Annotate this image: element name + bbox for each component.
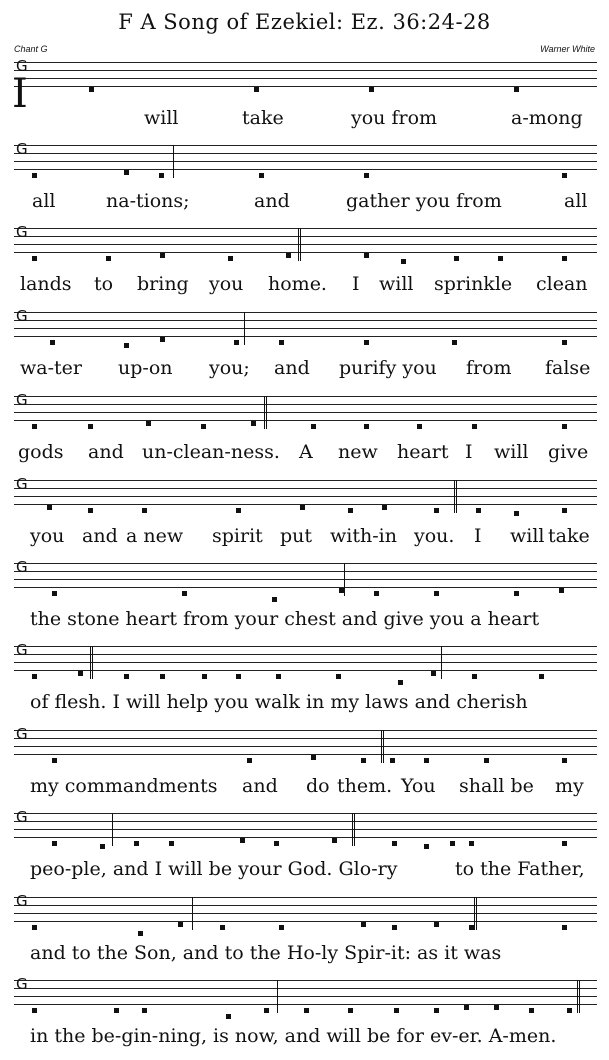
staff-line — [14, 153, 597, 154]
lyric-word: and — [274, 357, 310, 379]
note-head — [476, 508, 481, 513]
note-head — [424, 844, 429, 849]
note-head — [114, 1008, 119, 1013]
lyric-word: and — [88, 441, 124, 463]
barline — [344, 563, 345, 596]
staff-line — [14, 813, 597, 814]
barline — [456, 480, 457, 513]
clef-icon: G — [16, 892, 28, 910]
lyric-word: and to the Son, and to the Ho-ly Spir-it: as it was — [30, 942, 502, 964]
note-head — [472, 674, 477, 679]
barline — [264, 396, 265, 429]
staff-line — [14, 988, 597, 989]
note-head — [254, 87, 259, 92]
lyric-word: you from — [351, 107, 438, 129]
note-head — [464, 1005, 469, 1010]
lyric-word: I — [465, 441, 473, 463]
staff-line — [14, 996, 597, 997]
note-head — [398, 680, 403, 685]
staff — [14, 975, 597, 1022]
note-head — [348, 508, 353, 513]
note-head — [146, 421, 151, 426]
note-head — [134, 841, 139, 846]
staff-line — [14, 897, 597, 898]
note-head — [364, 253, 369, 258]
barline — [192, 897, 193, 930]
note-head — [311, 424, 316, 429]
lyric-word: to — [94, 273, 114, 295]
note-head — [138, 931, 143, 936]
note-head — [100, 844, 105, 849]
note-head — [251, 421, 256, 426]
lyric-word: wa-ter — [20, 357, 82, 379]
note-head — [364, 424, 369, 429]
note-head — [514, 591, 519, 596]
staff-line — [14, 412, 597, 413]
lyric-word: You — [401, 775, 436, 797]
music-system — [14, 307, 597, 392]
barline — [92, 646, 93, 679]
barline — [90, 646, 91, 679]
staff-line — [14, 312, 597, 313]
staff-line — [14, 488, 597, 489]
barline — [300, 228, 301, 261]
staff-line — [14, 579, 597, 580]
lyric-word: and — [82, 525, 118, 547]
note-head — [562, 256, 567, 261]
music-system — [14, 223, 597, 308]
note-head — [201, 424, 206, 429]
lyric-word: peo-ple, and I will be your God. Glo-ry — [30, 858, 398, 880]
note-head — [364, 340, 369, 345]
lyric-word: take — [548, 525, 590, 547]
barline — [352, 813, 353, 846]
note-head — [304, 1008, 309, 1013]
note-head — [106, 256, 111, 261]
note-head — [392, 841, 397, 846]
music-system — [14, 475, 597, 560]
barline — [441, 646, 442, 679]
note-head — [160, 337, 165, 342]
note-head — [240, 838, 245, 843]
lyric-word: take — [242, 107, 284, 129]
note-head — [562, 508, 567, 513]
note-head — [539, 674, 544, 679]
staff — [14, 558, 597, 605]
staff-line — [14, 504, 597, 505]
clef-icon: G — [16, 641, 28, 659]
note-head — [484, 758, 489, 763]
lyric-word: and — [242, 775, 278, 797]
staff-line — [14, 252, 597, 253]
note-head — [401, 259, 406, 264]
note-head — [159, 173, 164, 178]
barline — [577, 980, 578, 1013]
note-head — [78, 671, 83, 676]
lyric-word: lands — [20, 273, 72, 295]
music-system — [14, 975, 597, 1060]
staff-line — [14, 821, 597, 822]
note-head — [178, 922, 183, 927]
lyric-word: my commandments — [30, 775, 218, 797]
clef-icon: G — [16, 975, 28, 993]
clef-icon: G — [16, 307, 28, 325]
staff-line — [14, 320, 597, 321]
note-head — [264, 1008, 269, 1013]
staff-line — [14, 404, 597, 405]
lyric-word: a new — [126, 525, 184, 547]
lyric-word: will — [510, 525, 545, 547]
lyric-word: the stone heart from your chest and give you a heart — [30, 608, 540, 630]
lyric-word: and — [254, 190, 290, 212]
clef-icon: G — [16, 808, 28, 826]
composer-label: Warner White — [540, 44, 595, 54]
note-head — [32, 1008, 37, 1013]
note-head — [394, 1008, 399, 1013]
lyric-word: sprinkle — [434, 273, 513, 295]
barline — [354, 813, 355, 846]
lyric-word: them. — [337, 775, 393, 797]
staff-line — [14, 905, 597, 906]
staff-line — [14, 746, 597, 747]
note-head — [52, 591, 57, 596]
note-head — [32, 173, 37, 178]
note-head — [369, 87, 374, 92]
note-head — [259, 173, 264, 178]
staff-line — [14, 236, 597, 237]
note-head — [374, 591, 379, 596]
lyric-word: heart — [397, 441, 449, 463]
note-head — [562, 424, 567, 429]
initial-letter: I — [12, 71, 28, 117]
lyric-word: false — [545, 357, 591, 379]
music-system — [14, 808, 597, 893]
note-head — [562, 758, 567, 763]
staff-line — [14, 336, 597, 337]
note-head — [392, 925, 397, 930]
lyric-word: with-in — [330, 525, 397, 547]
barline — [298, 228, 299, 261]
lyric-word: in the be-gin-ning, is now, and will be for ev-er. A-men. — [30, 1025, 557, 1047]
lyric-word: home. — [268, 273, 327, 295]
note-head — [332, 838, 337, 843]
music-system — [14, 892, 597, 977]
clef-icon: G — [16, 223, 28, 241]
note-head — [160, 674, 165, 679]
note-head — [142, 1008, 147, 1013]
lyric-word: all — [32, 190, 56, 212]
music-system — [14, 641, 597, 726]
note-head — [472, 424, 477, 429]
note-head — [361, 922, 366, 927]
staff-line — [14, 62, 597, 63]
staff-line — [14, 228, 597, 229]
staff-line — [14, 244, 597, 245]
lyric-word: un-clean-ness. — [142, 441, 280, 463]
barline — [454, 480, 455, 513]
clef-icon: G — [16, 558, 28, 576]
note-head — [272, 597, 277, 602]
barline — [173, 145, 174, 178]
staff-line — [14, 563, 597, 564]
note-head — [434, 591, 439, 596]
lyric-word: put — [280, 525, 313, 547]
note-head — [494, 1005, 499, 1010]
barline — [244, 312, 245, 345]
staff — [14, 391, 597, 438]
note-head — [89, 87, 94, 92]
music-system — [14, 391, 597, 476]
note-head — [529, 1008, 534, 1013]
note-head — [434, 508, 439, 513]
note-head — [32, 925, 37, 930]
lyric-word: you — [209, 273, 244, 295]
note-head — [124, 170, 129, 175]
note-head — [514, 511, 519, 516]
lyric-word: my — [555, 775, 584, 797]
note-head — [300, 505, 305, 510]
note-head — [32, 424, 37, 429]
note-head — [274, 841, 279, 846]
note-head — [424, 758, 429, 763]
staff-line — [14, 646, 597, 647]
music-system — [14, 140, 597, 225]
note-head — [124, 343, 129, 348]
note-head — [202, 674, 207, 679]
note-head — [236, 508, 241, 513]
staff — [14, 140, 597, 187]
note-head — [562, 340, 567, 345]
staff-line — [14, 829, 597, 830]
staff-line — [14, 754, 597, 755]
note-head — [454, 256, 459, 261]
staff-line — [14, 145, 597, 146]
page-title: F A Song of Ezekiel: Ez. 36:24-28 — [118, 10, 491, 34]
lyric-word: I — [352, 273, 360, 295]
staff-line — [14, 921, 597, 922]
note-head — [382, 505, 387, 510]
note-head — [169, 841, 174, 846]
staff-line — [14, 86, 597, 87]
lyric-word: will — [494, 441, 529, 463]
lyric-word: gods — [18, 441, 64, 463]
note-head — [32, 674, 37, 679]
staff-line — [14, 78, 597, 79]
lyric-word: up-on — [118, 357, 173, 379]
staff — [14, 307, 597, 354]
staff — [14, 808, 597, 855]
clef-icon: G — [16, 140, 28, 158]
barline — [474, 897, 475, 930]
lyric-word: you. — [414, 525, 455, 547]
barline — [112, 813, 113, 846]
clef-icon: G — [16, 57, 28, 75]
note-head — [562, 925, 567, 930]
barline — [383, 730, 384, 763]
staff — [14, 892, 597, 939]
lyric-word: of flesh. I will help you walk in my laws and cherish — [30, 691, 528, 713]
note-head — [364, 173, 369, 178]
lyric-word: from — [466, 357, 512, 379]
lyric-word: you; — [209, 357, 250, 379]
staff — [14, 475, 597, 522]
lyric-word: do — [306, 775, 330, 797]
staff-line — [14, 837, 597, 838]
lyric-word: new — [338, 441, 378, 463]
music-system — [12, 57, 597, 142]
staff-line — [14, 169, 597, 170]
note-head — [434, 1008, 439, 1013]
chant-label: Chant G — [14, 44, 48, 54]
lyric-word: give — [548, 441, 589, 463]
note-head — [431, 671, 436, 676]
lyric-word: will — [379, 273, 414, 295]
staff-line — [14, 480, 597, 481]
staff — [14, 223, 597, 270]
note-head — [469, 841, 474, 846]
lyric-word: shall be — [459, 775, 534, 797]
lyric-word: clean — [536, 273, 588, 295]
note-head — [450, 841, 455, 846]
note-head — [88, 424, 93, 429]
note-head — [52, 758, 57, 763]
note-head — [348, 1008, 353, 1013]
note-head — [498, 256, 503, 261]
staff-line — [14, 738, 597, 739]
music-system — [14, 558, 597, 643]
note-head — [220, 925, 225, 930]
clef-icon: G — [16, 391, 28, 409]
note-head — [417, 424, 422, 429]
note-head — [160, 253, 165, 258]
staff — [12, 57, 597, 117]
staff-line — [14, 70, 597, 71]
lyric-word: gather you from — [346, 190, 502, 212]
music-system — [14, 725, 597, 810]
staff-line — [14, 913, 597, 914]
staff-line — [14, 670, 597, 671]
clef-icon: G — [16, 725, 28, 743]
note-head — [514, 87, 519, 92]
lyric-word: will — [144, 107, 179, 129]
note-head — [434, 922, 439, 927]
barline — [381, 730, 382, 763]
note-head — [562, 841, 567, 846]
note-head — [390, 758, 395, 763]
note-head — [286, 253, 291, 258]
note-head — [236, 674, 241, 679]
barline — [277, 980, 278, 1013]
note-head — [234, 340, 239, 345]
staff — [14, 641, 597, 688]
staff — [14, 725, 597, 772]
note-head — [50, 340, 55, 345]
note-head — [52, 841, 57, 846]
lyric-word: purify you — [339, 357, 437, 379]
staff-line — [14, 396, 597, 397]
lyric-word: A — [299, 441, 313, 463]
barline — [579, 980, 580, 1013]
staff-line — [14, 730, 597, 731]
note-head — [559, 588, 564, 593]
lyric-word: na-tions; — [106, 190, 190, 212]
staff-line — [14, 980, 597, 981]
note-head — [562, 173, 567, 178]
note-head — [124, 674, 129, 679]
staff-line — [14, 420, 597, 421]
note-head — [361, 758, 366, 763]
barline — [266, 396, 267, 429]
lyric-word: spirit — [212, 525, 263, 547]
lyric-word: bring — [137, 273, 189, 295]
staff-line — [14, 587, 597, 588]
staff-line — [14, 328, 597, 329]
staff-line — [14, 654, 597, 655]
staff-line — [14, 1004, 597, 1005]
lyric-word: you — [30, 525, 65, 547]
note-head — [311, 755, 316, 760]
lyric-word: all — [564, 190, 588, 212]
note-head — [247, 758, 252, 763]
clef-icon: G — [16, 475, 28, 493]
note-head — [452, 340, 457, 345]
staff-line — [14, 496, 597, 497]
staff-line — [14, 662, 597, 663]
note-head — [567, 1008, 572, 1013]
note-head — [226, 1014, 231, 1019]
note-head — [182, 591, 187, 596]
note-head — [32, 256, 37, 261]
note-head — [279, 925, 284, 930]
lyric-word: a-mong — [511, 107, 583, 129]
note-head — [336, 674, 341, 679]
note-head — [276, 674, 281, 679]
lyric-word: to the Father, — [455, 858, 585, 880]
lyric-word: I — [474, 525, 482, 547]
note-head — [279, 340, 284, 345]
note-head — [228, 256, 233, 261]
staff-line — [14, 161, 597, 162]
staff-line — [14, 571, 597, 572]
note-head — [142, 508, 147, 513]
note-head — [88, 508, 93, 513]
note-head — [47, 505, 52, 510]
barline — [476, 897, 477, 930]
